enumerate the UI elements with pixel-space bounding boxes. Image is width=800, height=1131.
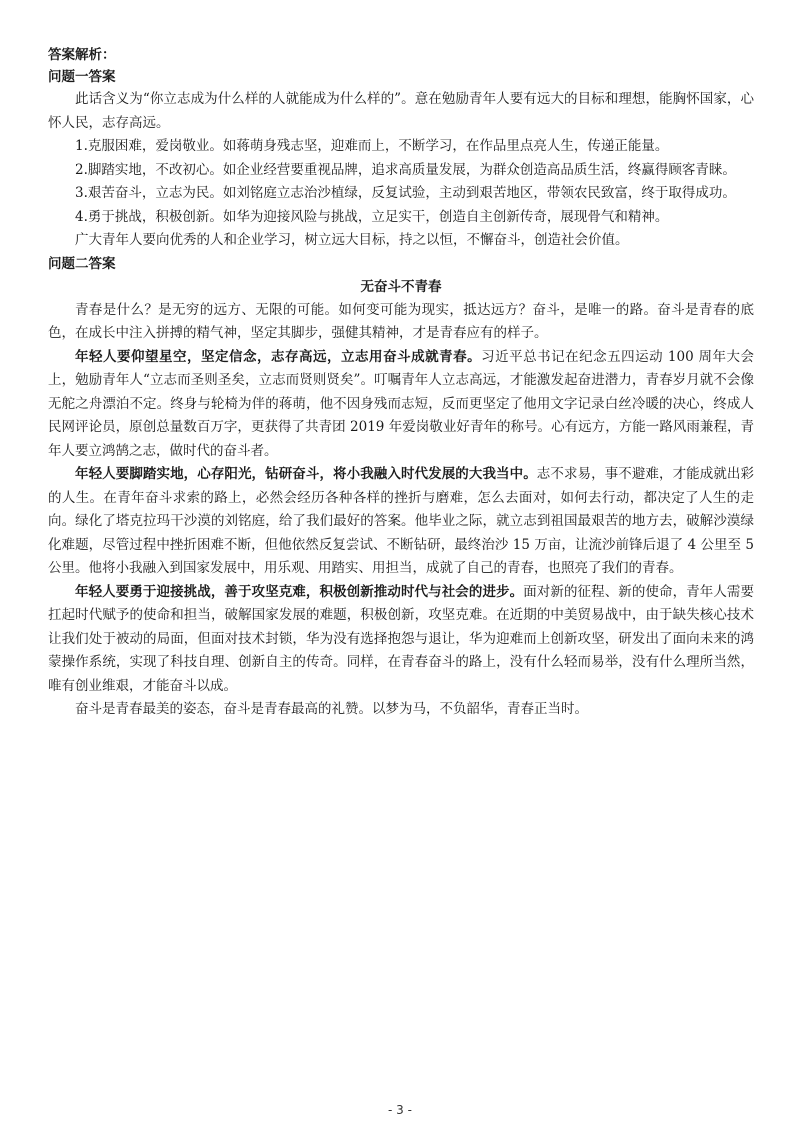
q1-intro: 此话含义为“你立志成为什么样的人就能成为什么样的”。意在勉励青年人要有远大的目标和理想，能胸怀国家，心怀人民，志存高远。 <box>48 91 754 131</box>
essay-closing: 奋斗是青春最美的姿态，奋斗是青春最高的礼赞。以梦为马，不负韶华，青春正当时。 <box>75 701 588 717</box>
essay-section-1-lead: 年轻人要仰望星空，坚定信念，志存高远，立志用奋斗成就青春。 <box>75 348 482 365</box>
q1-conclusion: 广大青年人要向优秀的人和企业学习，树立远大目标，持之以恒，不懈奋斗，创造社会价值。 <box>75 232 629 248</box>
analysis-title: 答案解析： <box>48 47 116 63</box>
essay-section-1 <box>48 346 754 464</box>
q1-heading: 问题一答案 <box>48 69 116 85</box>
q2-heading: 问题二答案 <box>48 255 116 272</box>
essay-section-2 <box>48 463 754 581</box>
q1-point-4: 4.勇于挑战，积极创新。如华为迎接风险与挑战，立足实干，创造自主创新传奇，展现骨气和精神。 <box>75 208 669 225</box>
essay-section-2-lead: 年轻人要脚踏实地，心存阳光，钻研奋斗，将小我融入时代发展的大我当中。 <box>75 466 537 482</box>
essay-title: 无奋斗不青春 <box>360 278 442 295</box>
essay-section-3-lead: 年轻人要勇于迎接挑战，善于攻坚克难，积极创新推动时代与社会的进步。 <box>75 583 524 600</box>
q1-point-1: 1.克服困难，爱岗敬业。如蒋萌身残志坚，迎难而上，不断学习，在作品里点亮人生，传递正能量。 <box>75 138 669 154</box>
essay-section-3 <box>48 581 754 699</box>
essay-section-3-body: 面对新的征程、新的使命，青年人需要扛起时代赋予的使命和担当，破解国家发展的难题，积极创新，攻坚克难。在近期的中美贸易战中，由于缺失核心技术让我们处于被动的局面，但面对技术封锁，华为没有选择抱怨与退让，华为迎难而上创新攻坚，研发出了面向未来的鸿蒙操作系统，实现了科技自理、创新自主的传奇。同样，在青春奋斗的路上，没有什么轻而易举，没有什么理所当然，唯有创业维艰，才能奋斗以成。 <box>48 583 755 694</box>
q1-point-2: 2.脚踏实地，不改初心。如企业经营要重视品牌，追求高质量发展，为群众创造高品质生活，终赢得顾客青睐。 <box>75 161 736 178</box>
essay-opening: 青春是什么？是无穷的远方、无限的可能。如何变可能为现实，抵达远方？奋斗，是唯一的路。奋斗是青春的底色，在成长中注入拼搏的精气神，坚定其脚步，强健其精神，才是青春应有的样子。 <box>48 301 754 341</box>
q1-point-3: 3.艰苦奋斗，立志为民。如刘铭庭立志治沙植绿，反复试验，主动到艰苦地区，带领农民致富，终于取得成功。 <box>75 185 736 201</box>
essay-section-1-body: 习近平总书记在纪念五四运动 100 周年大会上，勉励青年人“立志而圣则圣矣，立志而贤则贤矣”。叮嘱青年人立志高远，才能激发起奋进潜力，青春岁月就不会像无舵之舟漂泊不定。终身与轮椅为伴的蒋萌，他不因身残而志短，反而更坚定了他用文字记录白丝冷暖的决心，终成人民网评论员，原创总量数百万字，更获得了共青团 2019 年爱岗敬业好青年的称号。心有远方，方能一路风雨兼程，青年人要立鸿鹄之志，做时代的奋斗者。 <box>48 348 754 459</box>
document-page <box>48 44 754 722</box>
essay-section-2-body: 志不求易，事不避难，才能成就出彩的人生。在青年奋斗求索的路上，必然会经历各种各样的挫折与磨难，怎么去面对，如何去行动，都决定了人生的走向。绿化了塔克拉玛干沙漠的刘铭庭，给了我们最好的答案。他毕业之际，就立志到祖国最艰苦的地方去，破解沙漠绿化难题，尽管过程中挫折困难不断，但他依然反复尝试、不断钻研，最终治沙 15 万亩，让流沙前锋后退了 4 公里至 5 公里。他将小我融入到国家发展中，用乐观、用踏实、用担当，成就了自己的青春，也照亮了我们的青春。 <box>48 466 755 576</box>
page-number: - 3 - <box>388 1103 412 1117</box>
